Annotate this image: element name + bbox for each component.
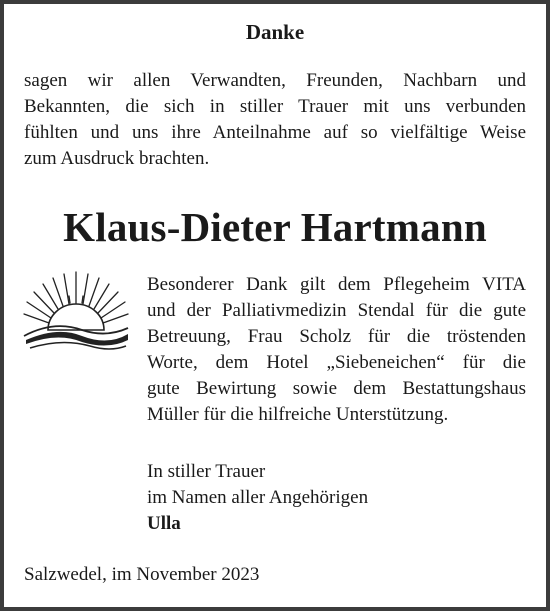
special-thanks-paragraph: [147, 272, 526, 428]
thanks-line: Besonderer Dank gilt dem Pflegeheim VITA: [147, 274, 526, 295]
intro-paragraph: [24, 68, 526, 172]
thanks-line: und der Palliativmedizin Stendal für die gute: [147, 300, 526, 321]
intro-line: sagen wir allen Verwandten, Freunden, Nachbarn und: [24, 70, 526, 91]
thanks-line: Betreuung, Frau Scholz für die tröstenden: [147, 326, 526, 347]
intro-line: zum Ausdruck brachten.: [24, 148, 210, 169]
thanks-line: gute Bewirtung sowie dem Bestattungshaus: [147, 378, 526, 399]
closing-line: In stiller Trauer: [147, 461, 266, 482]
notice-heading: Danke: [245, 20, 305, 44]
closing-line: im Namen aller Angehörigen: [147, 487, 369, 508]
intro-line: fühlten und uns ihre Anteilnahme auf so vielfältige Weise: [24, 122, 526, 143]
intro-line: Bekannten, die sich in stiller Trauer mit uns verbunden: [24, 96, 526, 117]
closing-block: [147, 459, 526, 537]
thanks-line: Müller für die hilfreiche Unterstützung.: [147, 404, 449, 425]
thanks-line: Worte, dem Hotel „Siebeneichen“ für die: [147, 352, 526, 373]
deceased-name: Klaus-Dieter Hartmann: [63, 204, 487, 250]
signature: Ulla: [147, 513, 181, 534]
sunset-hills-icon: [20, 270, 132, 352]
place-date: Salzwedel, im November 2023: [24, 564, 260, 585]
